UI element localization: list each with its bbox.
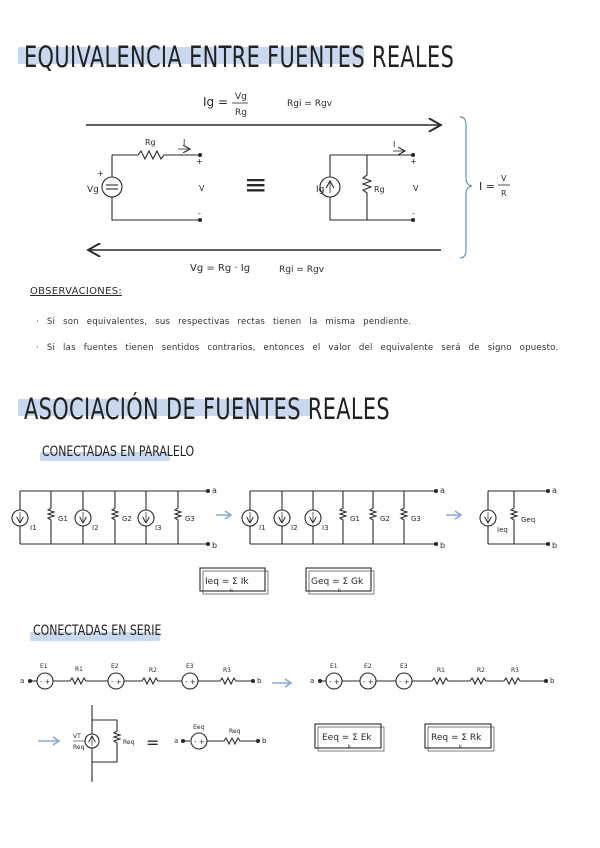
circuit-current-source (316, 140, 419, 222)
svg-text:- +: - + (185, 678, 196, 686)
svg-text:b: b (550, 677, 555, 685)
svg-text:R1: R1 (437, 667, 445, 674)
svg-text:I2: I2 (291, 524, 298, 532)
svg-text:E1: E1 (330, 663, 338, 670)
svg-text:k: k (459, 744, 462, 750)
svg-text:Rg: Rg (145, 138, 156, 147)
transform-arrow-1 (216, 511, 231, 519)
formula-ig (203, 92, 248, 118)
svg-text:Eeq = Σ Ek: Eeq = Σ Ek (322, 733, 372, 743)
norton-equivalent (73, 705, 135, 782)
svg-text:E1: E1 (40, 663, 48, 670)
svg-text:E2: E2 (111, 663, 119, 670)
svg-text:Req: Req (229, 728, 241, 735)
svg-text:Ieq = Σ Ik: Ieq = Σ Ik (205, 577, 249, 587)
svg-text:Ieq: Ieq (497, 526, 508, 534)
formula-ohm (479, 174, 510, 198)
svg-text:I2: I2 (92, 524, 99, 532)
svg-text:R3: R3 (223, 667, 231, 674)
svg-text:I1: I1 (259, 524, 266, 532)
svg-text:Eeq: Eeq (193, 724, 205, 731)
circuit-voltage-source (87, 138, 205, 222)
svg-text:- +: - + (194, 738, 205, 746)
svg-text:b: b (262, 737, 267, 745)
observacion-item-2: · Si las fuentes tienen sentidos contrarios, entonces el valor del equivalente será de signo opuesto. (36, 343, 559, 353)
svg-text:I: I (183, 138, 186, 147)
svg-text:a: a (174, 737, 179, 745)
svg-text:R2: R2 (149, 667, 157, 674)
observacion-item-1: · Si son equivalentes, sus respectivas rectas tienen la misma pendiente. (36, 317, 412, 327)
svg-text:R1: R1 (75, 666, 83, 673)
svg-text:Geq = Σ Gk: Geq = Σ Gk (311, 577, 364, 587)
subtitle-paralelo: CONECTADAS EN PARALELO (42, 444, 195, 460)
svg-text:Ig: Ig (316, 185, 325, 195)
svg-text:G1: G1 (350, 515, 360, 523)
equals-sign: = (146, 733, 160, 752)
series-circuit-1 (20, 663, 262, 689)
svg-text:G3: G3 (185, 515, 195, 523)
svg-text:Rg: Rg (235, 108, 247, 118)
svg-text:E3: E3 (400, 663, 408, 670)
parallel-circuit-2 (242, 486, 445, 550)
svg-text:G2: G2 (380, 515, 390, 523)
svg-text:R: R (501, 189, 507, 198)
svg-text:V: V (199, 184, 205, 193)
transform-arrow-3 (272, 679, 291, 687)
svg-text:a: a (20, 677, 25, 685)
svg-text:E3: E3 (186, 663, 194, 670)
svg-text:E2: E2 (364, 663, 372, 670)
svg-text:k: k (348, 744, 351, 750)
series-circuit-2 (310, 663, 555, 689)
svg-text:- +: - + (329, 678, 340, 686)
svg-text:Req: Req (123, 739, 135, 746)
svg-text:a: a (552, 486, 557, 495)
formula-rg-equal-bottom: Rgi = Rgv (279, 265, 325, 275)
section-title-asociacion: ASOCIACIÓN DE FUENTES REALES (24, 392, 391, 426)
svg-text:Geq: Geq (521, 516, 536, 524)
section-title-equivalencia: EQUIVALENCIA ENTRE FUENTES REALES (24, 40, 455, 74)
svg-text:VT: VT (73, 733, 81, 740)
subtitle-serie: CONECTADAS EN SERIE (33, 623, 162, 639)
thevenin-equivalent (174, 724, 267, 749)
svg-text:V: V (413, 184, 419, 193)
svg-text:k: k (338, 588, 341, 594)
equivalence-symbol: ≡ (244, 168, 268, 201)
svg-text:I1: I1 (30, 524, 37, 532)
svg-text:Rg: Rg (374, 185, 385, 194)
svg-text:a: a (212, 486, 217, 495)
svg-text:a: a (310, 677, 315, 685)
svg-text:G2: G2 (122, 515, 132, 523)
svg-text:b: b (440, 541, 446, 550)
formula-box-ieq (200, 568, 268, 594)
svg-text:Vg: Vg (235, 92, 247, 102)
svg-text:G1: G1 (58, 515, 68, 523)
svg-text:Vg: Vg (87, 185, 99, 195)
svg-text:R3: R3 (511, 667, 519, 674)
formula-box-req (425, 724, 494, 751)
svg-text:R2: R2 (477, 667, 485, 674)
svg-text:I3: I3 (155, 524, 162, 532)
svg-text:b: b (257, 677, 262, 685)
transform-arrow-4 (38, 737, 59, 745)
svg-text:b: b (552, 541, 558, 550)
observaciones-heading: OBSERVACIONES: (30, 286, 123, 297)
formula-vg: Vg = Rg · Ig (190, 263, 251, 274)
svg-text:k: k (230, 588, 233, 594)
svg-text:- +: - + (111, 678, 122, 686)
formula-box-eeq (315, 724, 384, 751)
svg-text:-: - (412, 209, 415, 218)
svg-text:V: V (501, 174, 507, 183)
svg-text:+: + (410, 157, 417, 166)
formula-box-geq (306, 568, 374, 594)
parallel-circuit-equivalent (480, 486, 557, 550)
brace (460, 117, 472, 258)
svg-text:- +: - + (399, 678, 410, 686)
svg-text:a: a (440, 486, 445, 495)
svg-text:+: + (97, 169, 104, 178)
svg-text:-: - (198, 209, 201, 218)
svg-text:Ig =: Ig = (203, 95, 229, 109)
svg-text:Req = Σ Rk: Req = Σ Rk (431, 733, 482, 743)
svg-text:- +: - + (363, 678, 374, 686)
svg-text:I: I (393, 140, 396, 149)
svg-text:G3: G3 (411, 515, 421, 523)
svg-text:I3: I3 (322, 524, 329, 532)
formula-rg-equal-top: Rgi = Rgv (287, 99, 333, 109)
svg-text:I =: I = (479, 180, 495, 193)
parallel-circuit-1 (12, 486, 217, 550)
svg-text:Req: Req (73, 744, 85, 751)
transform-arrow-2 (446, 511, 461, 519)
svg-text:+: + (196, 157, 203, 166)
svg-text:b: b (212, 541, 218, 550)
svg-text:- +: - + (40, 678, 51, 686)
